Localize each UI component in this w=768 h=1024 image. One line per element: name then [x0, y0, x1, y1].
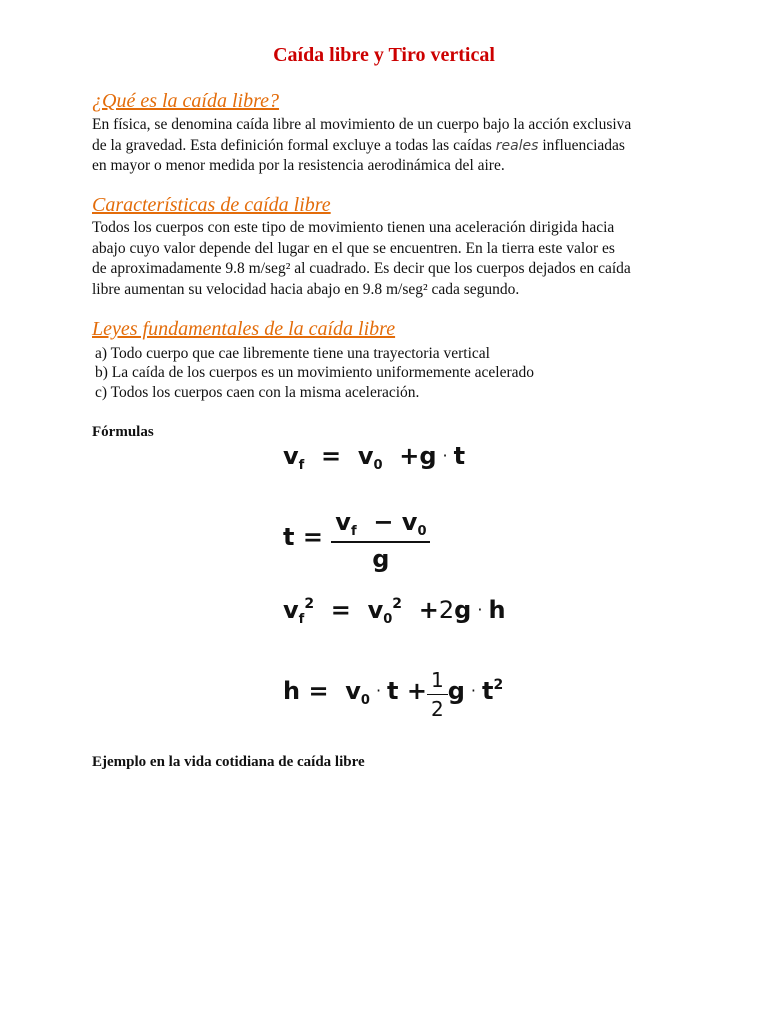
- formula-final-velocity: $v_f = v_0 +g \cdot t$: [283, 442, 466, 473]
- law-item: c) Todos los cuerpos caen con la misma aceleración.: [95, 384, 420, 401]
- heading-leyes: Leyes fundamentales de la caída libre: [92, 318, 396, 340]
- paragraph-line: En física, se denomina caída libre al movimiento de un cuerpo bajo la acción exclusiva: [92, 116, 632, 133]
- formula-velocity-squared: $v_f^2 = v_0^2 +2g \cdot h$: [283, 596, 506, 627]
- paragraph-line: abajo cuyo valor depende del lugar en el que se encuentren. En la tierra este valor es: [92, 239, 615, 257]
- heading-que-es: ¿Qué es la caída libre?: [92, 90, 280, 112]
- paragraph-line: Todos los cuerpos con este tipo de movimiento tienen una aceleración dirigida hacia: [92, 219, 615, 236]
- paragraph-characteristics: [92, 218, 732, 300]
- law-item: b) La caída de los cuerpos es un movimiento uniformemente acelerado: [95, 364, 535, 381]
- paragraph-line: de aproximadamente 9.8 m/seg² al cuadrado. Es decir que los cuerpos dejados en caída: [92, 260, 631, 277]
- example-label: Ejemplo en la vida cotidiana de caída libre: [92, 754, 365, 770]
- paragraph-line: [92, 136, 732, 157]
- paragraph-line: libre aumentan su velocidad hacia abajo en 9.8 m/seg² cada segundo.: [92, 280, 520, 298]
- formula-time: t = $\frac{v_f - v_0}{g}$: [283, 508, 430, 573]
- paragraph-line-tail: influenciadas: [538, 136, 625, 154]
- document-title: Caída libre y Tiro vertical: [273, 44, 495, 66]
- heading-caracteristicas: Características de caída libre: [92, 194, 331, 216]
- paragraph-line-text: de la gravedad. Esta definición formal excluye a todas las caídas: [92, 136, 492, 154]
- paragraph-definition: [92, 115, 732, 177]
- formula-height: $h = v_0\cdot t$ + $\frac{1}{2}$ $g \cdot t^2$: [283, 668, 504, 721]
- fraction-one-half: $\frac{1}{2}$: [427, 668, 448, 721]
- paragraph-line: en mayor o menor medida por la resistencia aerodinámica del aire.: [92, 157, 505, 174]
- italic-word: reales: [495, 137, 539, 154]
- formulas-label: Fórmulas: [92, 424, 154, 440]
- law-item: a) Todo cuerpo que cae libremente tiene una trayectoria vertical: [95, 345, 490, 362]
